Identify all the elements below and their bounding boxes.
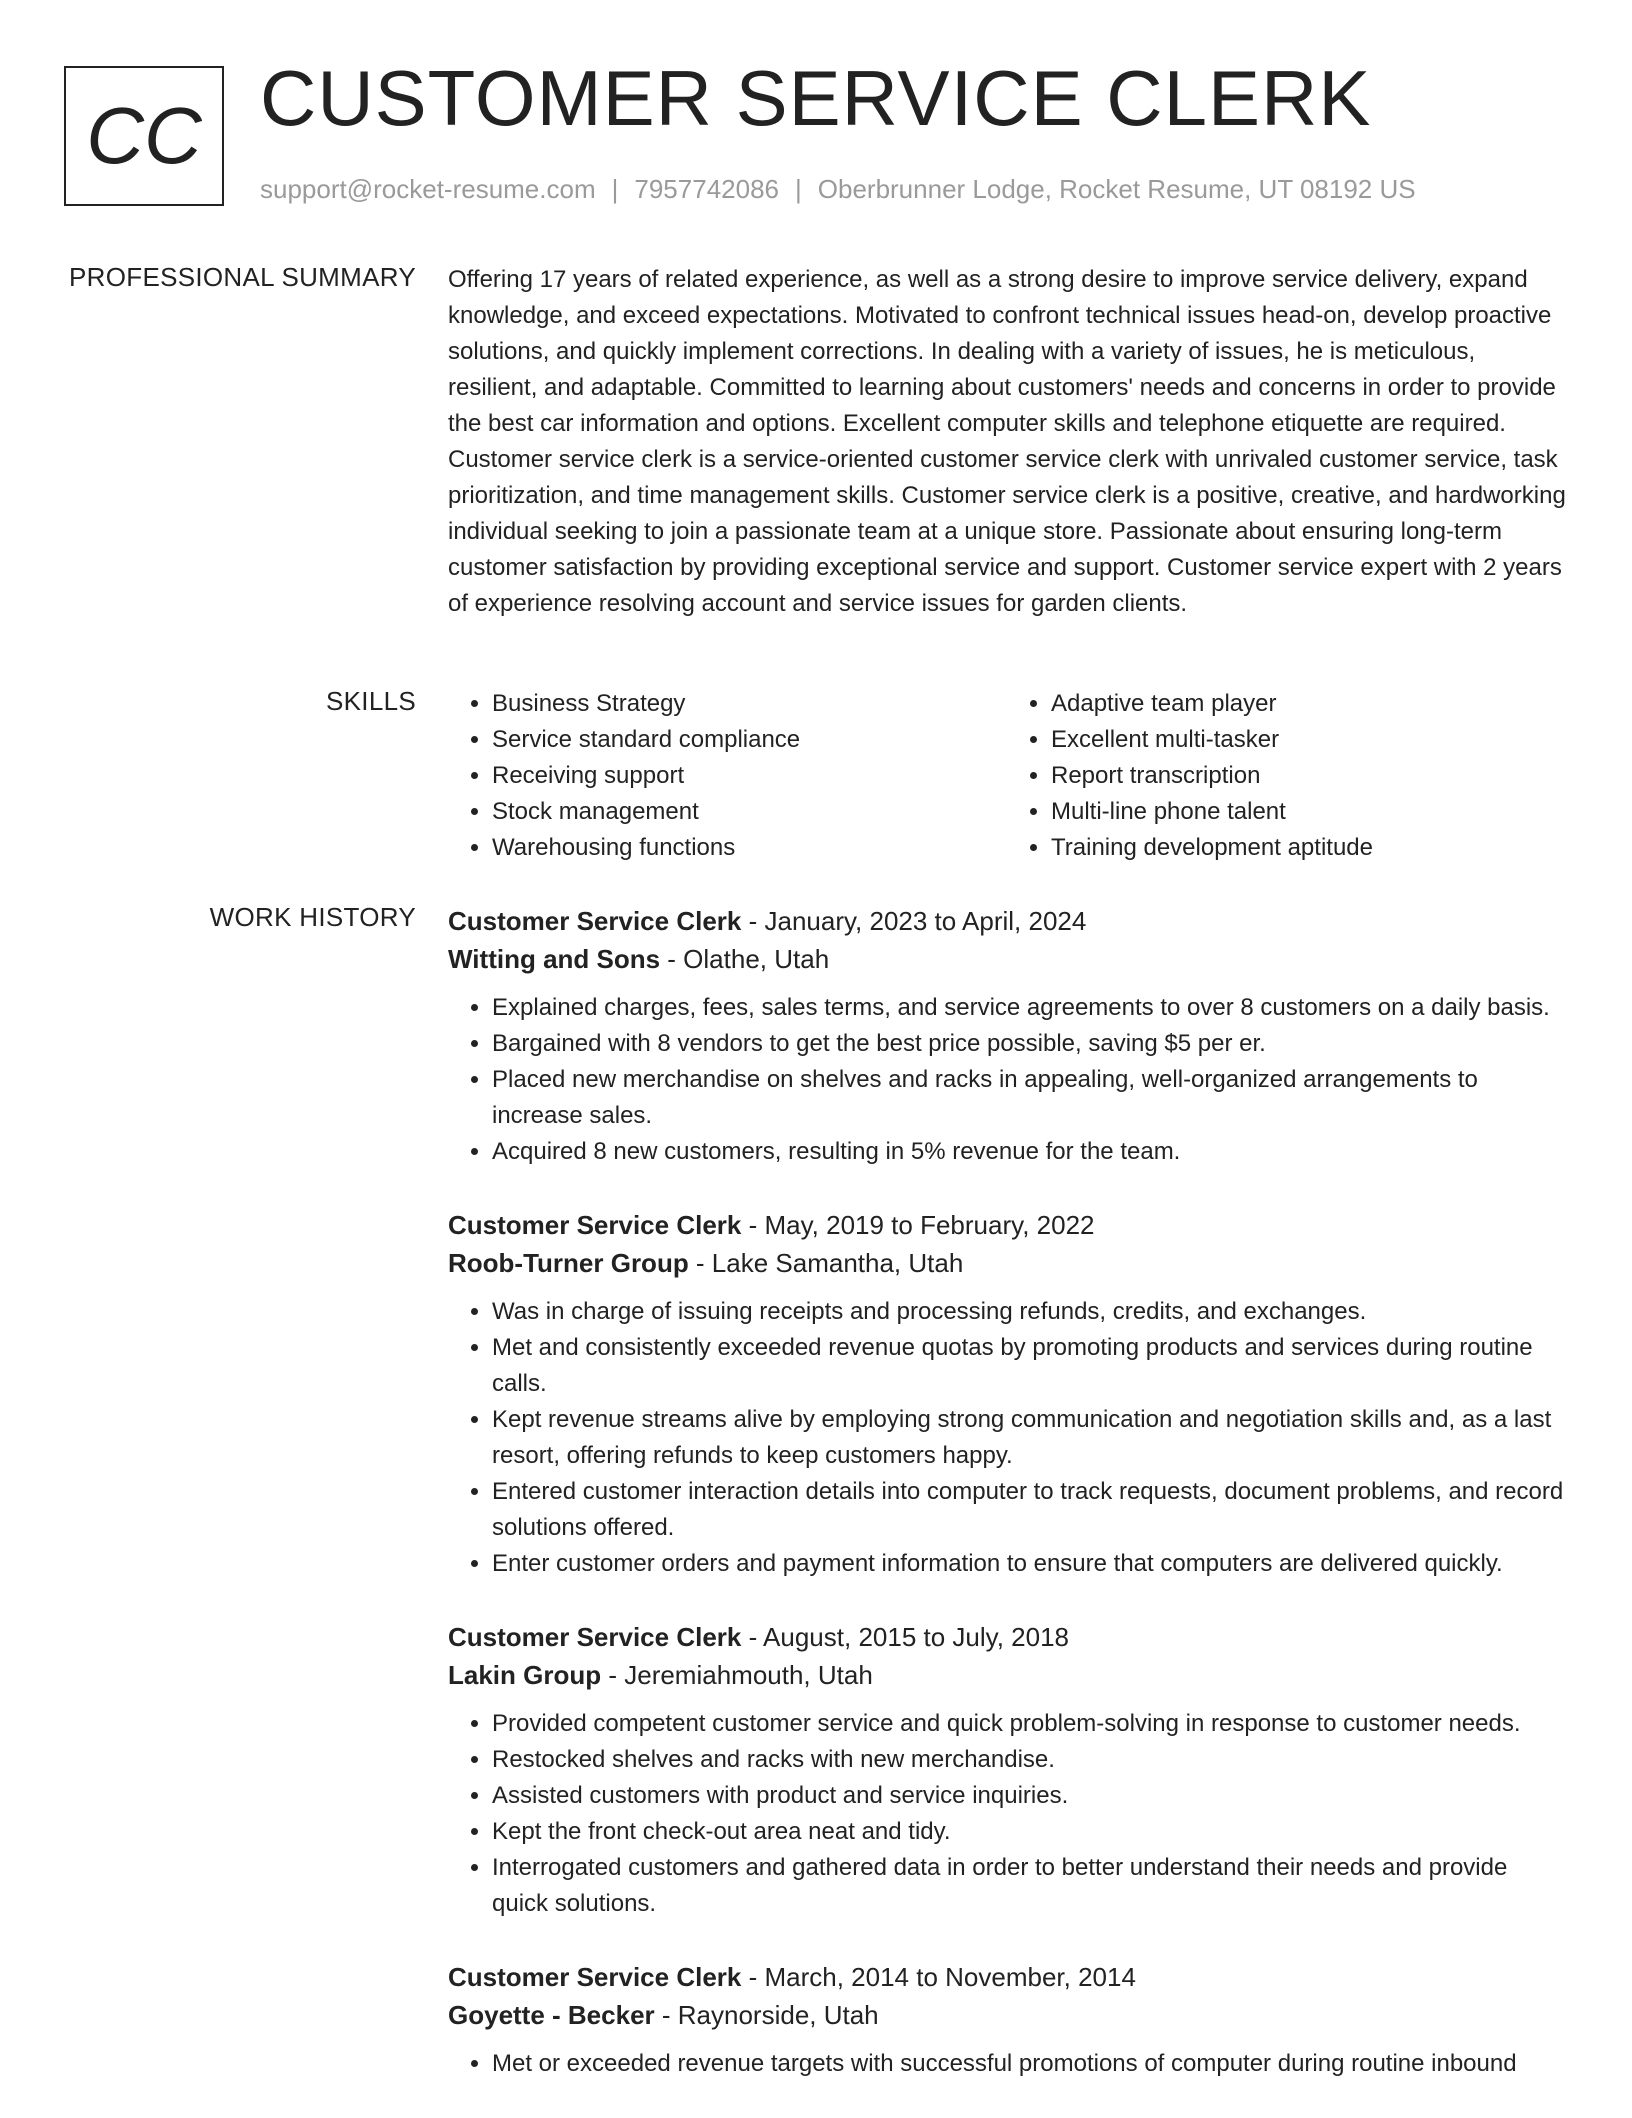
job-title-line: [448, 1958, 1566, 1996]
job-dates: - March, 2014 to November, 2014: [741, 1962, 1136, 1992]
contact-separator: |: [611, 174, 619, 204]
job-entry: [448, 1206, 1566, 1582]
job-bullet: • Bargained with 8 vendors to get the best price possible, saving $5 per er.: [492, 1026, 1566, 1062]
job-company-line: [448, 1656, 1566, 1694]
job-company-line: [448, 1996, 1566, 2034]
job-bullet: • Restocked shelves and racks with new merchandise.: [492, 1742, 1566, 1778]
job-location: - Jeremiahmouth, Utah: [601, 1660, 873, 1690]
skill-item: • Excellent multi-tasker: [1051, 722, 1566, 758]
contact-separator: |: [795, 174, 802, 204]
contact-line: [260, 174, 1416, 205]
job-entry: [448, 1958, 1566, 2082]
skill-item: • Training development aptitude: [1051, 830, 1566, 866]
contact-phone[interactable]: 7957742086: [634, 174, 779, 204]
contact-address: Oberbrunner Lodge, Rocket Resume, UT 08192 US: [817, 174, 1416, 204]
summary-body: [448, 262, 1566, 622]
skill-item: • Service standard compliance: [492, 722, 1007, 758]
job-location: - Raynorside, Utah: [654, 2000, 879, 2030]
job-title-line: [448, 1206, 1566, 1244]
job-location: - Lake Samantha, Utah: [688, 1248, 964, 1278]
job-bullet: • Kept the front check-out area neat and tidy.: [492, 1814, 1566, 1850]
job-bullet: • Interrogated customers and gathered data in order to better understand their needs and provide quick solutions.: [492, 1850, 1566, 1922]
job-bullet: • Met or exceeded revenue targets with successful promotions of computer during routine inbound: [492, 2046, 1566, 2082]
skills-heading: SKILLS: [326, 686, 416, 716]
job-bullet: • Met and consistently exceeded revenue quotas by promoting products and services during routine calls.: [492, 1330, 1566, 1402]
job-bullet: • Placed new merchandise on shelves and racks in appealing, well-organized arrangements to increase sales.: [492, 1062, 1566, 1134]
job-bullet: • Enter customer orders and payment information to ensure that computers are delivered quickly.: [492, 1546, 1566, 1582]
job-title: Customer Service Clerk: [448, 1962, 742, 1992]
summary-text: Offering 17 years of related experience, as well as a strong desire to improve service delivery, expand knowledge, and exceed expectations. Motivated to confront technical issues head-on, develop proactive solutions, and quickly implement corrections. In dealing with a variety of issues, he is meticulous, resilient, and adaptable. Committed to learning about customers' needs and concerns in order to provide the best car information and options. Excellent computer skills and telephone etiquette are required. Customer service clerk is a service-oriented customer service clerk with unrivaled customer service, task prioritization, and time management skills. Customer service clerk is a positive, creative, and hardworking individual seeking to join a passionate team at a unique store. Passionate about ensuring long-term customer satisfaction by providing exceptional service and support. Customer service expert with 2 years of experience resolving account and service issues for garden clients.: [448, 266, 1566, 617]
job-dates: - May, 2019 to February, 2022: [741, 1210, 1095, 1240]
monogram-box: [64, 66, 224, 206]
contact-email[interactable]: support@rocket-resume.com: [260, 174, 596, 204]
skill-item: • Stock management: [492, 794, 1007, 830]
summary-heading: PROFESSIONAL SUMMARY: [69, 262, 416, 292]
job-company: Witting and Sons: [448, 944, 661, 974]
job-bullet: • Explained charges, fees, sales terms, and service agreements to over 8 customers on a daily basis.: [492, 990, 1566, 1026]
job-title: Customer Service Clerk: [448, 906, 742, 936]
skill-item: • Business Strategy: [492, 686, 1007, 722]
job-dates: - January, 2023 to April, 2024: [741, 906, 1087, 936]
job-company-line: [448, 1244, 1566, 1282]
skill-item: • Multi-line phone talent: [1051, 794, 1566, 830]
job-bullets: [448, 990, 1566, 1170]
job-location: - Olathe, Utah: [660, 944, 830, 974]
job-bullet: • Was in charge of issuing receipts and processing refunds, credits, and exchanges.: [492, 1294, 1566, 1330]
monogram-initials: CC: [86, 91, 202, 180]
job-title: Customer Service Clerk: [448, 1622, 742, 1652]
skills-column-left: [448, 686, 1007, 866]
job-bullets: [448, 1706, 1566, 1922]
job-entry: [448, 902, 1566, 1170]
job-entry: [448, 1618, 1566, 1922]
job-company: Lakin Group: [448, 1660, 602, 1690]
job-bullet: • Kept revenue streams alive by employing strong communication and negotiation skills and, as a last resort, offering refunds to keep customers happy.: [492, 1402, 1566, 1474]
skill-item: • Warehousing functions: [492, 830, 1007, 866]
skills-list: [448, 686, 1566, 866]
job-bullets: [448, 2046, 1566, 2082]
job-bullet: • Assisted customers with product and service inquiries.: [492, 1778, 1566, 1814]
job-title: Customer Service Clerk: [448, 1210, 742, 1240]
skill-item: • Report transcription: [1051, 758, 1566, 794]
job-bullet: • Acquired 8 new customers, resulting in 5% revenue for the team.: [492, 1134, 1566, 1170]
skill-item: • Adaptive team player: [1051, 686, 1566, 722]
work-history-body: [448, 902, 1566, 2118]
job-company: Goyette - Becker: [448, 2000, 655, 2030]
job-dates: - August, 2015 to July, 2018: [741, 1622, 1070, 1652]
resume-name: CUSTOMER SERVICE CLERK: [260, 54, 1372, 142]
job-title-line: [448, 1618, 1566, 1656]
job-title-line: [448, 902, 1566, 940]
job-bullets: [448, 1294, 1566, 1582]
job-company-line: [448, 940, 1566, 978]
job-bullet: • Provided competent customer service and quick problem-solving in response to customer needs.: [492, 1706, 1566, 1742]
skill-item: • Receiving support: [492, 758, 1007, 794]
job-company: Roob-Turner Group: [448, 1248, 689, 1278]
job-bullet: • Entered customer interaction details into computer to track requests, document problems, and record solutions offered.: [492, 1474, 1566, 1546]
skills-column-right: [1007, 686, 1566, 866]
work-history-heading: WORK HISTORY: [209, 902, 416, 932]
